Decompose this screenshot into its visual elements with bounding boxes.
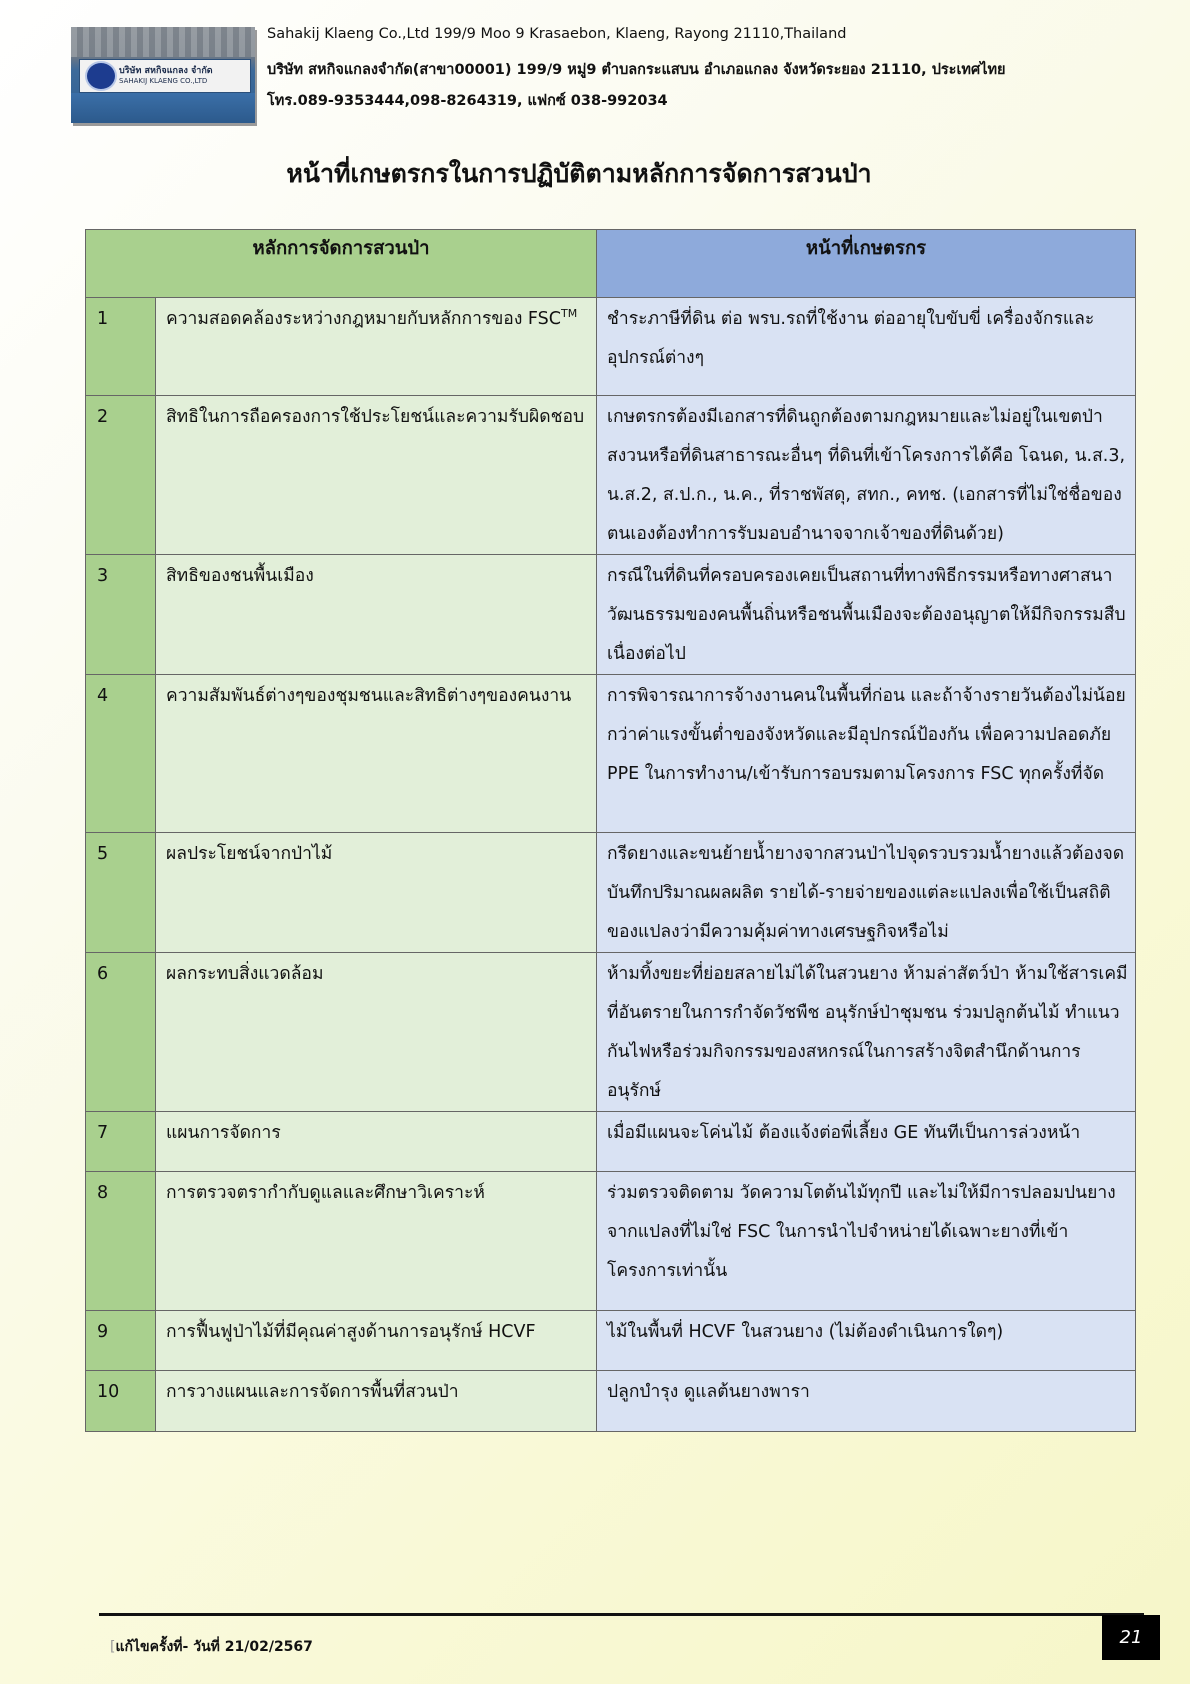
trademark-sup: TM <box>561 307 578 321</box>
table-header-row <box>86 230 1136 298</box>
row-number: 8 <box>86 1172 156 1311</box>
footer-revision <box>110 1636 313 1658</box>
company-logo-photo <box>71 27 255 123</box>
duties-table <box>85 229 1136 1432</box>
company-address-en: Sahakij Klaeng Co.,Ltd 199/9 Moo 9 Krasaebon, Klaeng, Rayong 21110,Thailand <box>267 26 847 42</box>
row-number: 1 <box>86 298 156 396</box>
page-number: 21 <box>1102 1615 1160 1660</box>
footer-mark: [ <box>110 1639 116 1655</box>
row-number: 6 <box>86 953 156 1112</box>
table-row <box>86 1112 1136 1172</box>
table-row <box>86 555 1136 675</box>
page-title: หน้าที่เกษตรกรในการปฏิบัติตามหลักการจัดการสวนป่า <box>286 159 872 188</box>
table-row <box>86 396 1136 555</box>
row-number: 4 <box>86 675 156 833</box>
logo-emblem-icon <box>85 61 117 91</box>
row-duty: เกษตรกรต้องมีเอกสารที่ดินถูกต้องตามกฎหมายและไม่อยู่ในเขตป่าสงวนหรือที่ดินสาธารณะอื่นๆ ที่ดินที่เข้าโครงการได้คือ โฉนด, น.ส.3, น.ส.2, ส.ป.ก., น.ค., ที่ราชพัสดุ, สทก., คทช. (เอกสารที่ไม่ใช่ชื่อของตนเองต้องทำการรับมอบอำนาจจากเจ้าของที่ดินด้วย) <box>597 396 1136 555</box>
header-duty: หน้าที่เกษตรกร <box>597 230 1136 298</box>
row-principle: สิทธิในการถือครองการใช้ประโยชน์และความรับผิดชอบ <box>156 396 597 555</box>
row-duty: ร่วมตรวจติดตาม วัดความโตต้นไม้ทุกปี และไม่ให้มีการปลอมปนยางจากแปลงที่ไม่ใช่ FSC ในการนำไปจำหน่ายได้เฉพาะยางที่เข้าโครงการเท่านั้น <box>597 1172 1136 1311</box>
table-row <box>86 1311 1136 1371</box>
row-number: 5 <box>86 833 156 953</box>
row-duty: การพิจารณาการจ้างงานคนในพื้นที่ก่อน และถ้าจ้างรายวันต้องไม่น้อยกว่าค่าแรงขั้นต่ำของจังหวัดและมีอุปกรณ์ป้องกัน เพื่อความปลอดภัย PPE ในการทำงาน/เข้ารับการอบรมตามโครงการ FSC ทุกครั้งที่จัด <box>597 675 1136 833</box>
row-duty: เมื่อมีแผนจะโค่นไม้ ต้องแจ้งต่อพี่เลี้ยง GE ทันทีเป็นการล่วงหน้า <box>597 1112 1136 1172</box>
company-address-th: บริษัท สหกิจแกลงจำกัด(สาขา00001) 199/9 หมู่9 ตำบลกระแสบน อำเภอแกลง จังหวัดระยอง 21110, ประเทศไทย <box>267 62 1006 78</box>
row-principle: ความสัมพันธ์ต่างๆของชุมชนและสิทธิต่างๆของคนงาน <box>156 675 597 833</box>
row-principle: ผลประโยชน์จากป่าไม้ <box>156 833 597 953</box>
table-row <box>86 1371 1136 1432</box>
footer-revision-text: แก้ไขครั้งที่- วันที่ 21/02/2567 <box>115 1639 313 1655</box>
table-row <box>86 675 1136 833</box>
row-principle: การตรวจตรากำกับดูแลและศึกษาวิเคราะห์ <box>156 1172 597 1311</box>
row-duty: กรณีในที่ดินที่ครอบครองเคยเป็นสถานที่ทางพิธีกรรมหรือทางศาสนา วัฒนธรรมของคนพื้นถิ่นหรือชนพื้นเมืองจะต้องอนุญาตให้มีกิจกรรมสืบเนื่องต่อไป <box>597 555 1136 675</box>
row-duty: ห้ามทิ้งขยะที่ย่อยสลายไม่ได้ในสวนยาง ห้ามล่าสัตว์ป่า ห้ามใช้สารเคมีที่อันตรายในการกำจัดวัชพืช อนุรักษ์ป่าชุมชน ร่วมปลูกต้นไม้ ทำแนวกันไฟหรือร่วมกิจกรรมของสหกรณ์ในการสร้างจิตสำนึกด้านการอนุรักษ์ <box>597 953 1136 1112</box>
logo-roof <box>71 27 255 57</box>
row-duty: ไม้ในพื้นที่ HCVF ในสวนยาง (ไม่ต้องดำเนินการใดๆ) <box>597 1311 1136 1371</box>
table-row <box>86 953 1136 1112</box>
logo-wall <box>71 93 255 123</box>
row-principle: ผลกระทบสิ่งแวดล้อม <box>156 953 597 1112</box>
row-duty: ปลูกบำรุง ดูแลต้นยางพารา <box>597 1371 1136 1432</box>
logo-sign-text: บริษัท สหกิจแกลง จำกัด <box>119 66 213 76</box>
row-number: 7 <box>86 1112 156 1172</box>
row-principle <box>156 298 597 396</box>
row-number: 2 <box>86 396 156 555</box>
row-principle: สิทธิของชนพื้นเมือง <box>156 555 597 675</box>
table-row <box>86 833 1136 953</box>
principle-text: ความสอดคล้องระหว่างกฎหมายกับหลักการของ FSC <box>166 309 562 329</box>
row-principle: การวางแผนและการจัดการพื้นที่สวนป่า <box>156 1371 597 1432</box>
row-principle: การฟื้นฟูป่าไม้ที่มีคุณค่าสูงด้านการอนุรักษ์ HCVF <box>156 1311 597 1371</box>
table-row <box>86 298 1136 396</box>
footer-divider <box>99 1613 1144 1616</box>
row-duty: กรีดยางและขนย้ายน้ำยางจากสวนป่าไปจุดรวบรวมน้ำยางแล้วต้องจดบันทึกปริมาณผลผลิต รายได้-รายจ่ายของแต่ละแปลงเพื่อใช้เป็นสถิติของแปลงว่ามีความคุ้มค่าทางเศรษฐกิจหรือไม่ <box>597 833 1136 953</box>
logo-sign-text-en: SAHAKIJ KLAENG CO.,LTD <box>119 77 208 85</box>
company-contact: โทร.089-9353444,098-8264319, แฟกซ์ 038-992034 <box>267 93 668 109</box>
table-row <box>86 1172 1136 1311</box>
row-number: 9 <box>86 1311 156 1371</box>
row-number: 3 <box>86 555 156 675</box>
header-principle: หลักการจัดการสวนป่า <box>86 230 597 298</box>
row-number: 10 <box>86 1371 156 1432</box>
row-principle: แผนการจัดการ <box>156 1112 597 1172</box>
row-duty: ชำระภาษีที่ดิน ต่อ พรบ.รถที่ใช้งาน ต่ออายุใบขับขี่ เครื่องจักรและอุปกรณ์ต่างๆ <box>597 298 1136 396</box>
